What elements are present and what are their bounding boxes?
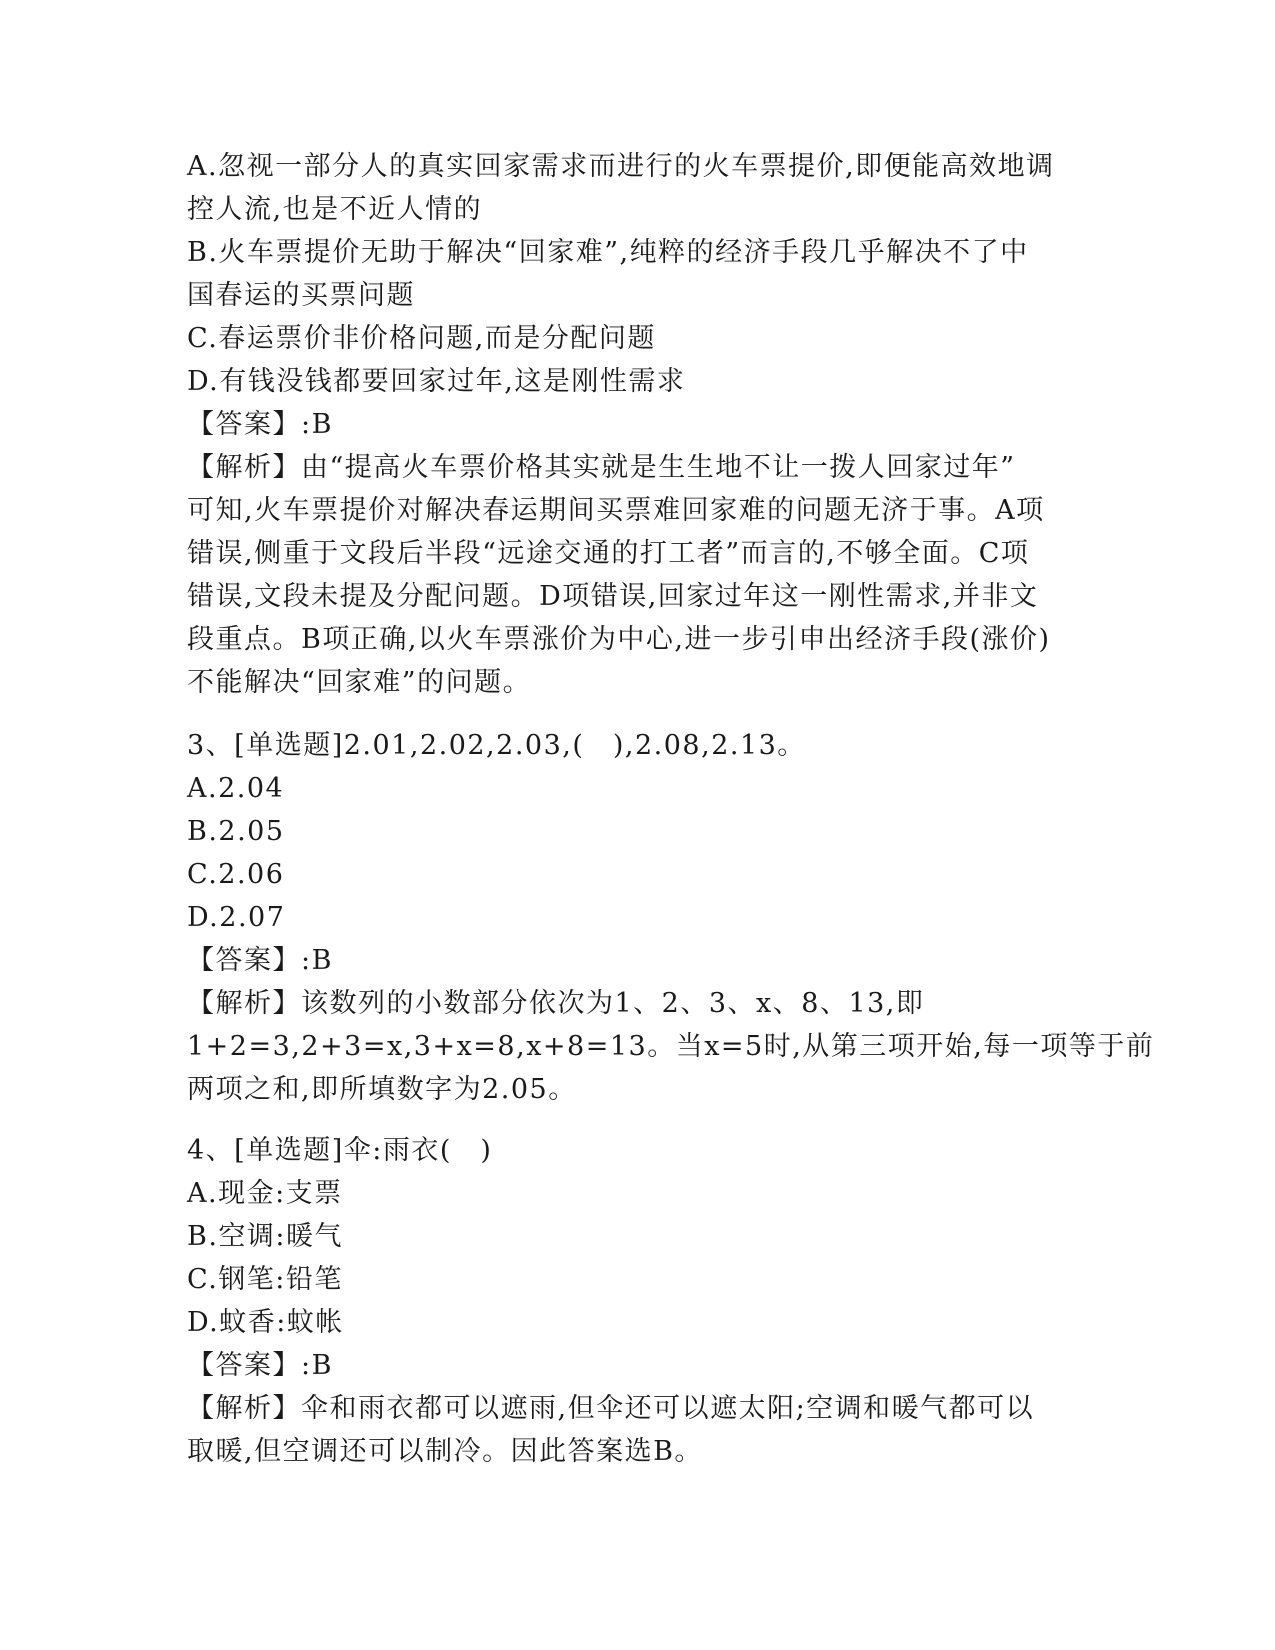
answer: 【答案】:B [187, 409, 333, 440]
question-4 [187, 1129, 1087, 1473]
analysis-line: 【解析】该数列的小数部分依次为1、2、3、x、8、13,即 [187, 988, 925, 1019]
analysis-line: 段重点。B项正确,以火车票涨价为中心,进一步引申出经济手段(涨价) [187, 624, 1051, 655]
spacer [187, 1111, 1087, 1129]
option-c: C.钢笔:铅笔 [187, 1264, 343, 1295]
analysis-line: 1+2=3,2+3=x,3+x=8,x+8=13。当x=5时,从第三项开始,每一项等于前 [187, 1031, 1155, 1062]
option-b-line-1: B.火车票提价无助于解决“回家难”,纯粹的经济手段几乎解决不了中 [187, 237, 1029, 268]
option-d: D.蚊香:蚊帐 [187, 1307, 344, 1338]
analysis-line: 可知,火车票提价对解决春运期间买票难回家难的问题无济于事。A项 [187, 495, 1045, 526]
analysis-line: 两项之和,即所填数字为2.05。 [187, 1074, 577, 1105]
option-d: D.2.07 [187, 902, 286, 933]
option-b-line-2: 国春运的买票问题 [187, 280, 415, 311]
answer: 【答案】:B [187, 1350, 333, 1381]
question-3 [187, 724, 1155, 1111]
question-2-continuation [187, 145, 1087, 704]
option-a-line-2: 控人流,也是不近人情的 [187, 194, 483, 225]
analysis-line: 【解析】由“提高火车票价格其实就是生生地不让一拨人回家过年” [187, 452, 1016, 483]
spacer [187, 704, 1087, 724]
analysis-line: 错误,侧重于文段后半段“远途交通的打工者”而言的,不够全面。C项 [187, 538, 1030, 569]
analysis-line: 错误,文段未提及分配问题。D项错误,回家过年这一刚性需求,并非文 [187, 581, 1039, 612]
analysis-line: 不能解决“回家难”的问题。 [187, 667, 532, 698]
option-a: A.现金:支票 [187, 1178, 343, 1209]
answer: 【答案】:B [187, 945, 333, 976]
analysis-line: 取暖,但空调还可以制冷。因此答案选B。 [187, 1436, 703, 1467]
option-a-line-1: A.忽视一部分人的真实回家需求而进行的火车票提价,即便能高效地调 [187, 151, 1055, 182]
analysis-line: 【解析】伞和雨衣都可以遮雨,但伞还可以遮太阳;空调和暖气都可以 [187, 1393, 1035, 1424]
option-d: D.有钱没钱都要回家过年,这是刚性需求 [187, 366, 686, 397]
option-a: A.2.04 [187, 773, 285, 804]
question-stem: 4、[单选题]伞:雨衣( ) [187, 1135, 493, 1166]
option-b: B.2.05 [187, 816, 285, 847]
question-stem: 3、[单选题]2.01,2.02,2.03,( ),2.08,2.13。 [187, 730, 806, 761]
option-b: B.空调:暖气 [187, 1221, 344, 1252]
page-content [187, 145, 1155, 1473]
option-c: C.2.06 [187, 859, 285, 890]
option-c: C.春运票价非价格问题,而是分配问题 [187, 323, 656, 354]
